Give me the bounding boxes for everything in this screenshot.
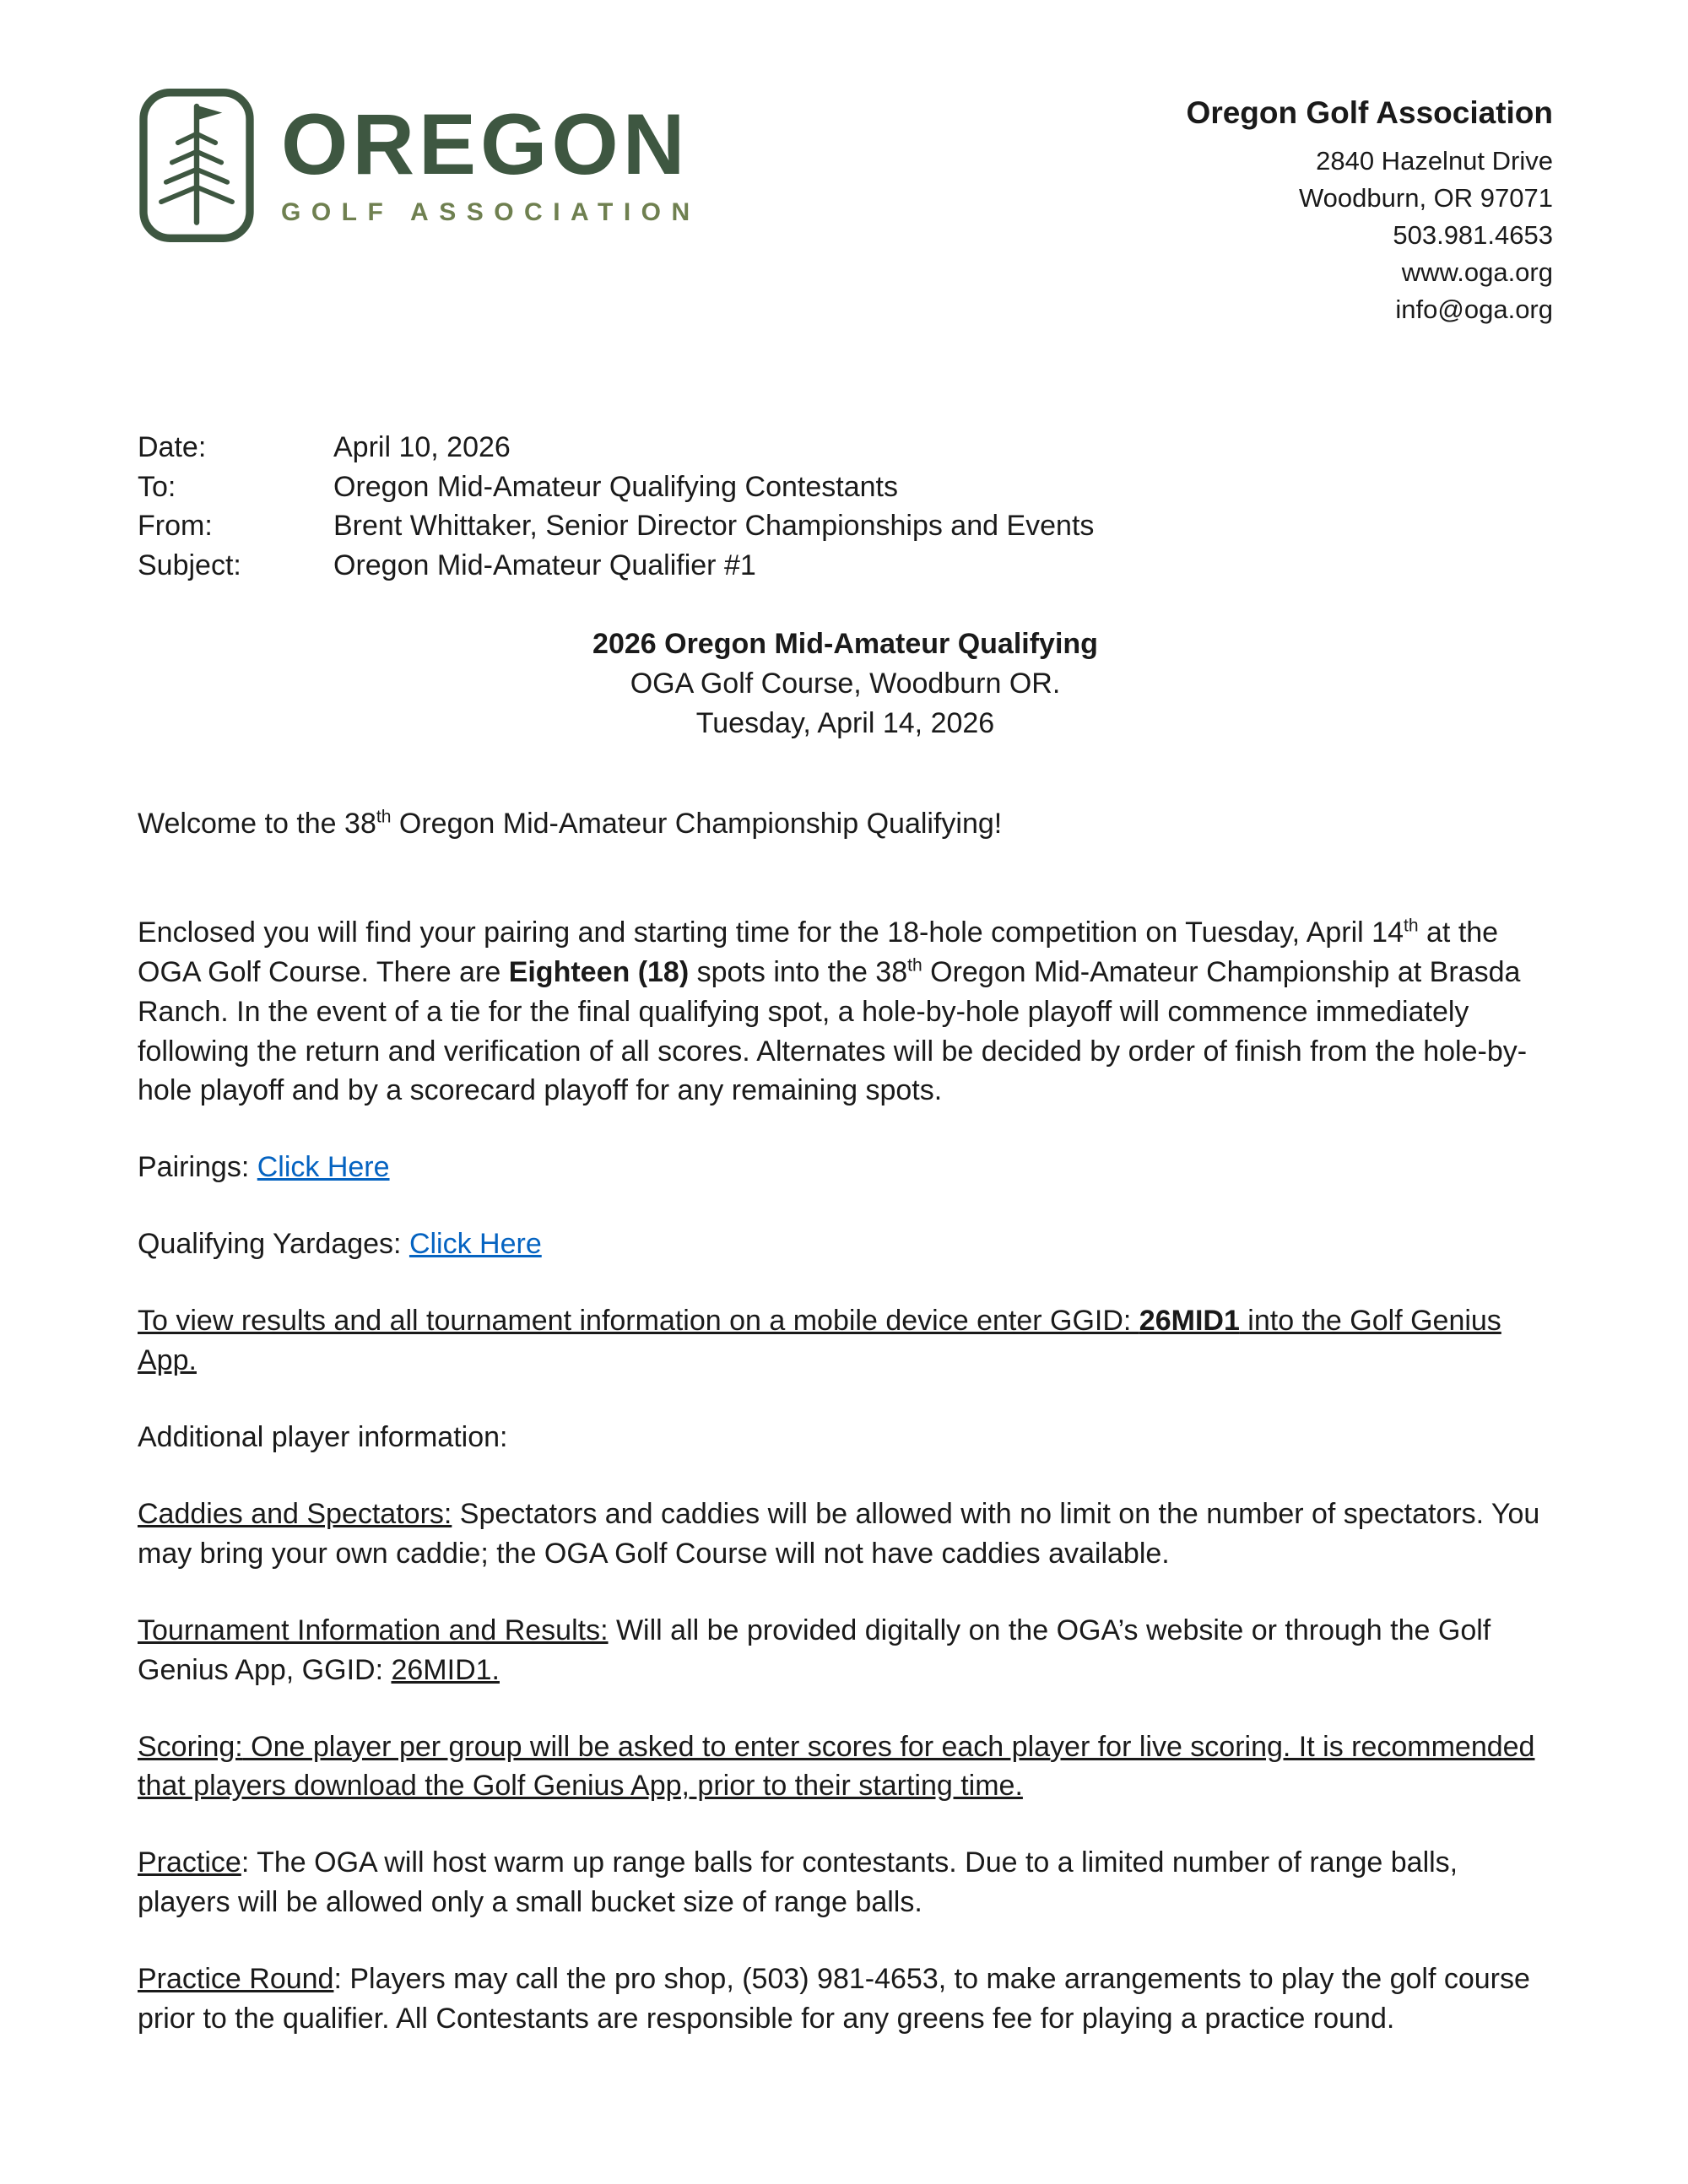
event-location: OGA Golf Course, Woodburn OR. bbox=[630, 668, 1061, 700]
email-address: info@oga.org bbox=[1395, 294, 1553, 324]
yardages-label: Qualifying Yardages: bbox=[138, 1228, 409, 1261]
practice-heading: Practice bbox=[138, 1846, 241, 1879]
ordinal-suffix: th bbox=[1403, 916, 1419, 936]
scoring-paragraph: Scoring: One player per group will be asked to enter scores for each player for live scoring. It is recommended that players download the Golf Genius App, prior to their starting time. bbox=[138, 1730, 1535, 1803]
to-label: To: bbox=[138, 470, 176, 503]
date-label: Date: bbox=[138, 430, 207, 463]
memo-row-to bbox=[138, 468, 1553, 507]
additional-info-heading: Additional player information: bbox=[138, 1421, 508, 1454]
tournament-ggid: 26MID1. bbox=[391, 1653, 500, 1686]
pine-tree-flag-icon bbox=[138, 84, 256, 246]
intro-text-1: Enclosed you will find your pairing and starting time for the 18-hole competition on Tuesday, April 14 bbox=[138, 916, 1404, 949]
event-date: Tuesday, April 14, 2026 bbox=[695, 707, 995, 740]
ggid-instruction-paragraph: To view results and all tournament information on a mobile device enter GGID: 26MID1 into the Golf Genius App. bbox=[138, 1305, 1501, 1377]
pairings-line bbox=[138, 1148, 1553, 1187]
yardages-line bbox=[138, 1224, 1553, 1264]
tournament-info-paragraph: Tournament Information and Results: Will all be provided digitally on the OGA’s website or through the Golf Genius App, GGID: 26MID1. bbox=[138, 1614, 1491, 1686]
spots-count-bold: Eighteen (18) bbox=[508, 955, 690, 988]
from-value: Brent Whittaker, Senior Director Championships and Events bbox=[333, 510, 1095, 543]
pairings-label: Pairings: bbox=[138, 1151, 257, 1184]
yardages-link[interactable]: Click Here bbox=[408, 1228, 542, 1261]
logo-subtitle-text: GOLF ASSOCIATION bbox=[281, 198, 701, 227]
logo-wordmark bbox=[281, 95, 701, 228]
intro-paragraph: Enclosed you will find your pairing and starting time for the 18-hole competition on Tuesday, April 14th at the OGA Golf Course. There are Eighteen (18) spots into the 38th Oregon Mid-Amateur Championship at Brasda Ranch. In the event of a tie for the final qualifying spot, a hole-by-hole playoff will commence immediately following the return and verification of all scores. Alternates will be decided by order of finish from the hole-by-hole playoff and by a scorecard playoff for any remaining spots. bbox=[138, 916, 1528, 1107]
address-line-2: Woodburn, OR 97071 bbox=[1298, 182, 1553, 213]
org-name: Oregon Golf Association bbox=[1186, 95, 1553, 130]
ggid-code: 26MID1 bbox=[1139, 1305, 1240, 1338]
practice-round-heading: Practice Round bbox=[138, 1963, 334, 1996]
letterhead bbox=[138, 84, 1553, 328]
website-url: www.oga.org bbox=[1401, 257, 1553, 287]
contact-block bbox=[1187, 84, 1553, 328]
to-value: Oregon Mid-Amateur Qualifying Contestants bbox=[333, 470, 898, 503]
welcome-text: Welcome to the 38 bbox=[138, 807, 376, 840]
memo-row-subject bbox=[138, 546, 1553, 586]
caddies-heading: Caddies and Spectators: bbox=[138, 1497, 452, 1530]
event-title: 2026 Oregon Mid-Amateur Qualifying bbox=[592, 628, 1098, 661]
practice-paragraph: Practice: The OGA will host warm up range balls for contestants. Due to a limited number of range balls, players will be allowed only a small bucket size of range balls. bbox=[138, 1846, 1458, 1919]
address-line-1: 2840 Hazelnut Drive bbox=[1316, 145, 1553, 176]
phone-number: 503.981.4653 bbox=[1393, 219, 1553, 250]
logo-brand-text: OREGON bbox=[281, 95, 690, 192]
from-label: From: bbox=[138, 510, 213, 543]
subject-label: Subject: bbox=[138, 549, 241, 582]
date-value: April 10, 2026 bbox=[333, 430, 511, 463]
welcome-paragraph: Welcome to the 38th Oregon Mid-Amateur Championship Qualifying! bbox=[138, 807, 1003, 840]
pairings-link[interactable]: Click Here bbox=[257, 1151, 390, 1184]
memo-header bbox=[138, 428, 1553, 587]
ordinal-suffix: th bbox=[907, 955, 922, 976]
memo-row-from bbox=[138, 506, 1553, 546]
tournament-info-heading: Tournament Information and Results: bbox=[138, 1614, 609, 1646]
scoring-heading: Scoring: bbox=[138, 1730, 243, 1763]
ordinal-suffix: th bbox=[376, 807, 392, 827]
memo-row-date bbox=[138, 428, 1553, 468]
caddies-paragraph: Caddies and Spectators: Spectators and caddies will be allowed with no limit on the number of spectators. You may bring your own caddie; the OGA Golf Course will not have caddies available. bbox=[138, 1497, 1540, 1570]
practice-round-paragraph: Practice Round: Players may call the pro shop, (503) 981-4653, to make arrangements to play the golf course prior to the qualifier. All Contestants are responsible for any greens fee for playing a practice round. bbox=[138, 1963, 1530, 2035]
subject-value: Oregon Mid-Amateur Qualifier #1 bbox=[333, 549, 756, 582]
oga-logo bbox=[138, 84, 701, 246]
event-heading-block bbox=[138, 624, 1553, 743]
